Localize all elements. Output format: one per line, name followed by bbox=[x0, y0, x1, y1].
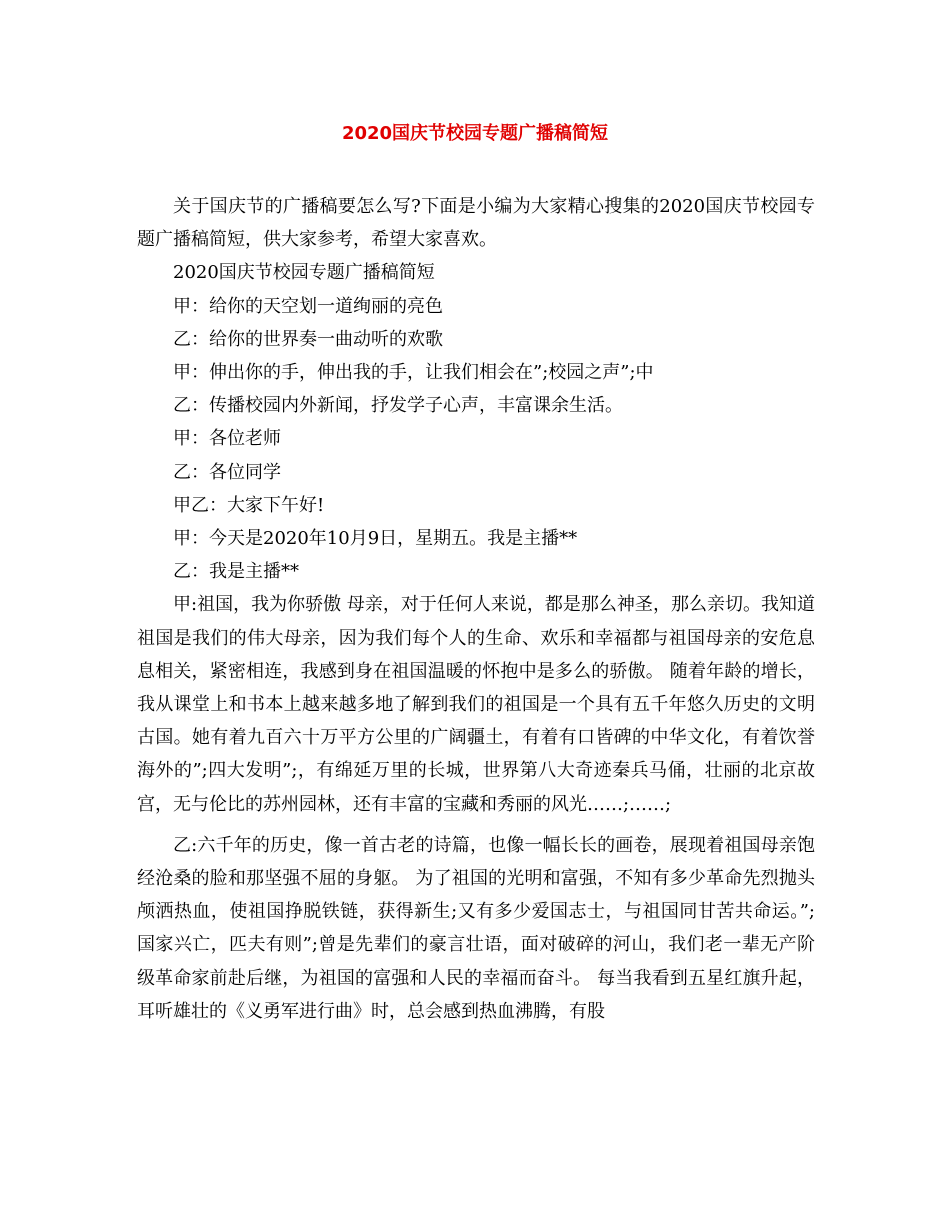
dialogue-line: 乙：我是主播** bbox=[173, 561, 299, 583]
dialogue-line: 乙：给你的世界奏一曲动听的欢歌 bbox=[173, 328, 443, 350]
dialogue-line: 甲：今天是2020年10月9日，星期五。我是主播** bbox=[173, 528, 578, 550]
dialogue-line: 甲：各位老师 bbox=[173, 428, 281, 450]
body-paragraph: 乙:六千年的历史，像一首古老的诗篇，也像一幅长长的画卷，展现着祖国母亲饱经沧桑的脸和那坚强不屈的身躯。 为了祖国的光明和富强，不知有多少革命先烈抛头颅洒热血，使祖国挣脱铁链，获得新生;又有多少爱国志士，与祖国同甘苦共命运。”;国家兴亡，匹夫有则”;曾是先辈们的豪言壮语，面对破碎的河山，我们老一辈无产阶级革命家前赴后继，为祖国的富强和人民的幸福而奋斗。 每当我看到五星红旗升起，耳听雄壮的《义勇军进行曲》时，总会感到热血沸腾，有股 bbox=[137, 834, 815, 1022]
subtitle-line: 2020国庆节校园专题广播稿简短 bbox=[173, 262, 435, 284]
document-title: 2020国庆节校园专题广播稿简短 bbox=[341, 123, 609, 144]
document-body bbox=[137, 190, 815, 1028]
intro-paragraph: 关于国庆节的广播稿要怎么写?下面是小编为大家精心搜集的2020国庆节校园专题广播稿简短，供大家参考，希望大家喜欢。 bbox=[137, 196, 815, 251]
body-paragraph: 甲:祖国，我为你骄傲 母亲，对于任何人来说，都是那么神圣，那么亲切。我知道祖国是我们的伟大母亲，因为我们每个人的生命、欢乐和幸福都与祖国母亲的安危息息相关，紧密相连，我感到身在祖国温暖的怀抱中是多么的骄傲。 随着年龄的增长，我从课堂上和书本上越来越多地了解到我们的祖国是一个具有五千年悠久历史的文明古国。她有着九百六十万平方公里的广阔疆土，有着有口皆碑的中华文化，有着饮誉海外的”;四大发明”;，有绵延万里的长城，世界第八大奇迹秦兵马俑，壮丽的北京故宫，无与伦比的苏州园林，还有丰富的宝藏和秀丽的风光……;……; bbox=[137, 594, 815, 815]
dialogue-line: 乙：传播校园内外新闻，抒发学子心声，丰富课余生活。 bbox=[173, 395, 623, 417]
dialogue-line: 甲乙：大家下午好! bbox=[173, 494, 325, 516]
dialogue-line: 乙：各位同学 bbox=[173, 461, 281, 483]
dialogue-line: 甲：给你的天空划一道绚丽的亮色 bbox=[173, 295, 443, 317]
dialogue-line: 甲：伸出你的手，伸出我的手，让我们相会在”;校园之声”;中 bbox=[173, 362, 654, 384]
